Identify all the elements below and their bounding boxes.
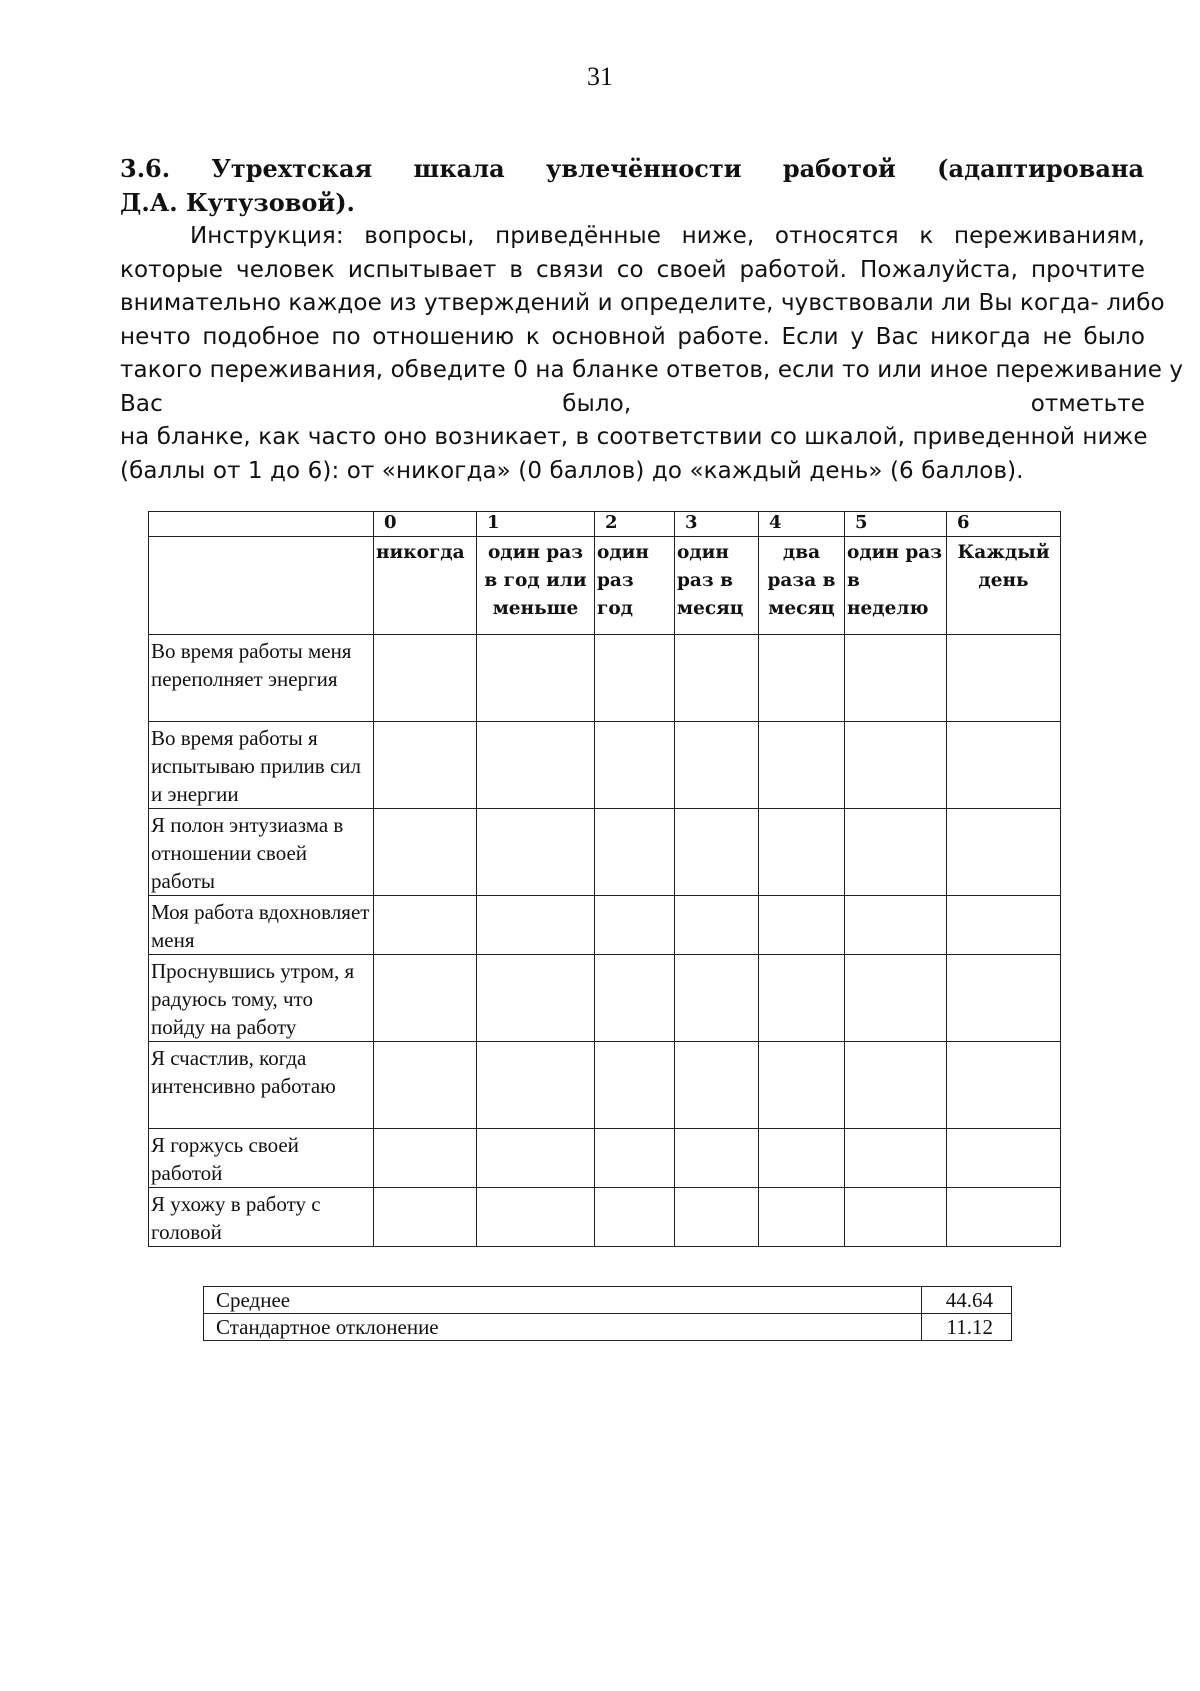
answer-cell[interactable] [675,809,759,896]
answer-cell[interactable] [759,722,845,809]
answer-cell[interactable] [947,1129,1061,1188]
answer-cell[interactable] [595,1129,675,1188]
statement-cell: Я горжусь своей работой [149,1129,374,1188]
answer-cell[interactable] [374,1129,477,1188]
statement-cell: Я полон энтузиазма в отношении своей работы [149,809,374,896]
answer-cell[interactable] [845,809,947,896]
mean-value: 44.64 [922,1287,1012,1314]
answer-cell[interactable] [759,1042,845,1129]
answer-cell[interactable] [759,896,845,955]
empty-cell [149,512,374,537]
answer-cell[interactable] [675,896,759,955]
answer-cell[interactable] [947,1188,1061,1247]
scale-label: никогда [374,537,477,635]
section-title-word: увлечённости [546,154,742,183]
scale-number: 6 [947,512,1061,537]
instruction-paragraph [120,220,1184,488]
instruction-line: нечто подобное по отношению к основной работе. Если у Вас никогда не было [120,323,1145,350]
scale-number: 5 [845,512,947,537]
answer-cell[interactable] [947,896,1061,955]
answer-cell[interactable] [845,1129,947,1188]
answer-cell[interactable] [845,1042,947,1129]
answer-cell[interactable] [845,635,947,722]
scale-number: 4 [759,512,845,537]
instruction-line: Вас было, отметьте [120,390,1145,417]
answer-cell[interactable] [477,635,595,722]
answer-cell[interactable] [759,1129,845,1188]
answer-cell[interactable] [595,1188,675,1247]
scale-label: Каждый день [947,537,1061,635]
answer-cell[interactable] [675,1129,759,1188]
answer-cell[interactable] [759,1188,845,1247]
answer-cell[interactable] [595,955,675,1042]
scale-label: два раза в месяц [759,537,845,635]
section-title-word: (адаптирована [937,154,1144,183]
answer-cell[interactable] [845,722,947,809]
scale-label: один раз в год или меньше [477,537,595,635]
instruction-line: такого переживания, обведите 0 на бланке ответов, если то или иное переживание у [120,357,1184,383]
answer-cell[interactable] [947,635,1061,722]
statement-cell: Во время работы меня переполняет энергия [149,635,374,722]
answer-cell[interactable] [759,955,845,1042]
answer-cell[interactable] [675,955,759,1042]
instruction-line: внимательно каждое из утверждений и определите, чувствовали ли Вы когда- либо [120,290,1165,316]
answer-cell[interactable] [477,896,595,955]
answer-cell[interactable] [374,722,477,809]
answer-cell[interactable] [845,955,947,1042]
answer-cell[interactable] [675,1042,759,1129]
answer-cell[interactable] [374,1188,477,1247]
table-row [149,1042,1061,1129]
answer-cell[interactable] [374,955,477,1042]
table-row [149,955,1061,1042]
section-title-line2: Д.А. Кутузовой). [120,188,355,217]
table-row [149,809,1061,896]
answer-cell[interactable] [374,635,477,722]
answer-cell[interactable] [845,1188,947,1247]
sd-label: Стандартное отклонение [204,1314,922,1341]
section-title-word: 3.6. Утрехтская [120,154,373,183]
answer-cell[interactable] [595,722,675,809]
answer-cell[interactable] [675,722,759,809]
scale-label: один раз год [595,537,675,635]
stats-row [204,1287,1012,1314]
instruction-line: на бланке, как часто оно возникает, в соответствии со шкалой, приведенной ниже [120,424,1148,450]
answer-cell[interactable] [477,1042,595,1129]
table-row [149,722,1061,809]
stats-row [204,1314,1012,1341]
table-row [149,896,1061,955]
answer-cell[interactable] [675,635,759,722]
answer-cell[interactable] [947,809,1061,896]
answer-cell[interactable] [675,1188,759,1247]
answer-cell[interactable] [374,1042,477,1129]
answer-cell[interactable] [595,809,675,896]
answer-cell[interactable] [759,809,845,896]
answer-cell[interactable] [759,635,845,722]
table-row [149,635,1061,722]
answer-cell[interactable] [374,896,477,955]
empty-cell [149,537,374,635]
instruction-line: (баллы от 1 до 6): от «никогда» (0 баллов) до «каждый день» (6 баллов). [120,457,1024,484]
scale-number: 0 [374,512,477,537]
statistics-table [203,1286,1012,1341]
answer-cell[interactable] [947,722,1061,809]
scale-number: 1 [477,512,595,537]
section-title-word: работой [782,154,896,183]
table-row [149,1129,1061,1188]
answer-cell[interactable] [845,896,947,955]
answer-cell[interactable] [477,1188,595,1247]
answer-cell[interactable] [595,635,675,722]
answer-cell[interactable] [947,1042,1061,1129]
scale-label: один раз в месяц [675,537,759,635]
section-title [120,152,1144,186]
scale-number-row [149,512,1061,537]
page-number: 31 [587,62,613,91]
mean-label: Среднее [204,1287,922,1314]
table-row [149,1188,1061,1247]
instruction-line: Инструкция: вопросы, приведённые ниже, относятся к переживаниям, [190,223,1145,249]
answer-cell[interactable] [595,896,675,955]
instruction-line: которые человек испытывает в связи со своей работой. Пожалуйста, прочтите [120,256,1145,283]
statement-cell: Я счастлив, когда интенсивно работаю [149,1042,374,1129]
answer-cell[interactable] [595,1042,675,1129]
statement-cell: Проснувшись утром, я радуюсь тому, что пойду на работу [149,955,374,1042]
scale-number: 3 [675,512,759,537]
statement-cell: Во время работы я испытываю прилив сил и энергии [149,722,374,809]
sd-value: 11.12 [922,1314,1012,1341]
answer-cell[interactable] [477,722,595,809]
engagement-scale-table [148,511,1061,1247]
answer-cell[interactable] [947,955,1061,1042]
answer-cell[interactable] [477,955,595,1042]
scale-number: 2 [595,512,675,537]
statement-cell: Я ухожу в работу с головой [149,1188,374,1247]
scale-label-row [149,537,1061,635]
answer-cell[interactable] [477,1129,595,1188]
answer-cell[interactable] [374,809,477,896]
scale-label: один раз в неделю [845,537,947,635]
statement-cell: Моя работа вдохновляет меня [149,896,374,955]
section-title-word: шкала [413,154,505,183]
answer-cell[interactable] [477,809,595,896]
